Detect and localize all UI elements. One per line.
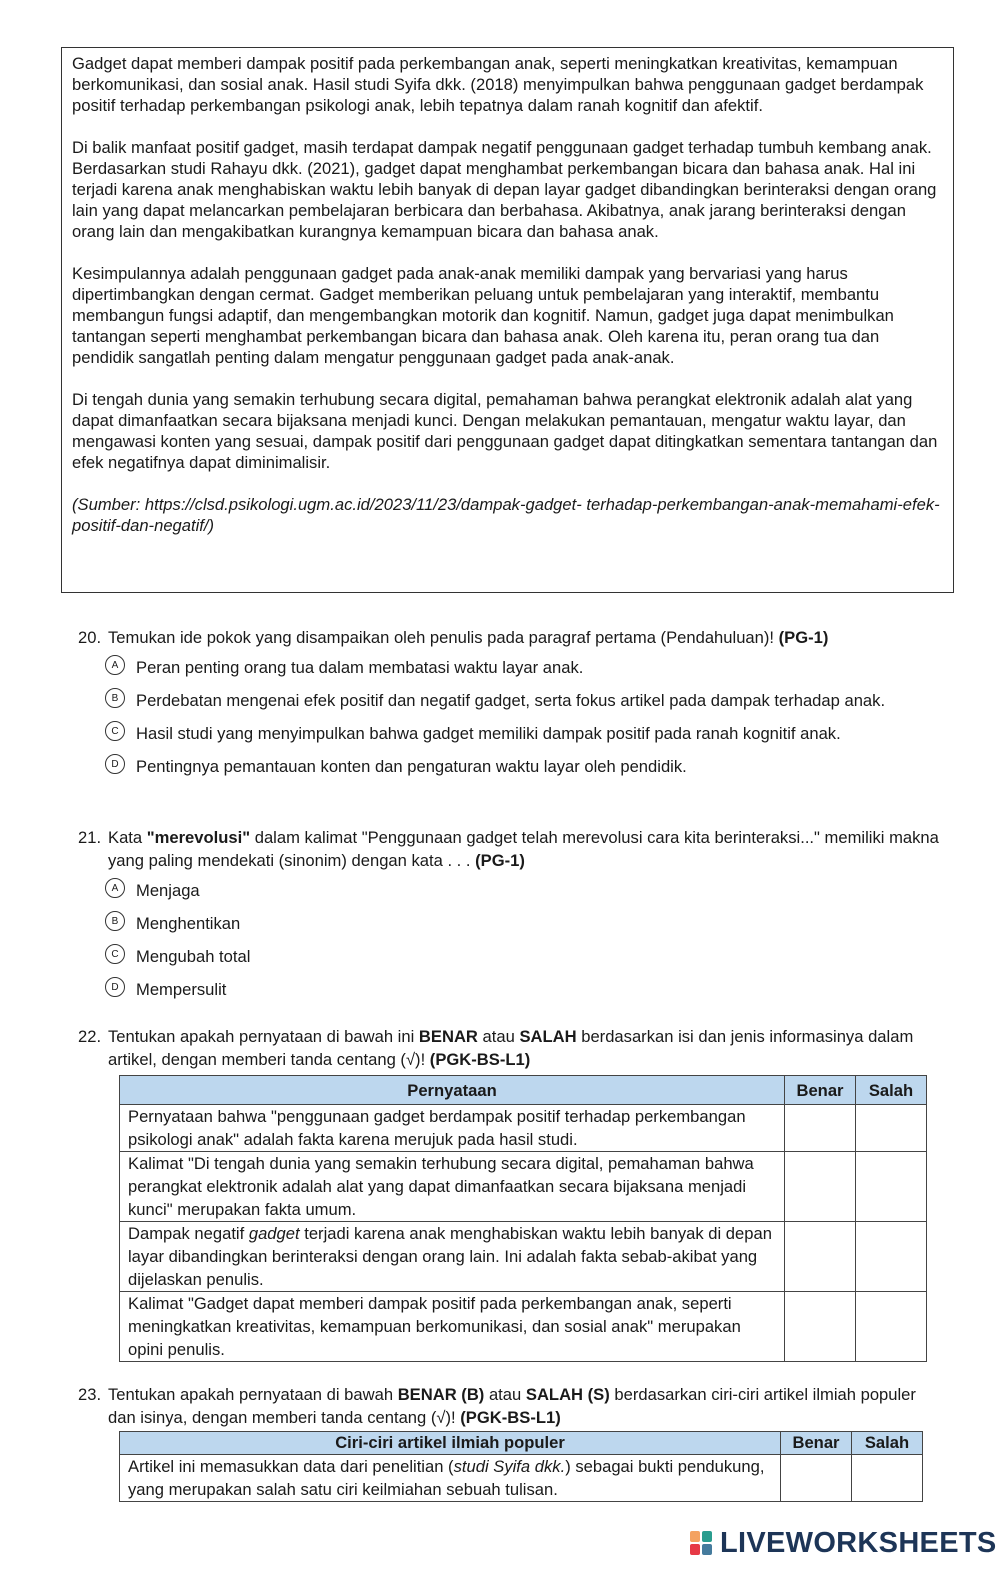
question-text-1: Tentukan apakah pernyataan di bawah: [108, 1385, 398, 1404]
false-checkbox[interactable]: [852, 1455, 923, 1502]
option-b[interactable]: [105, 911, 948, 936]
option-d-text: Mempersulit: [136, 980, 227, 999]
option-b[interactable]: [105, 688, 948, 713]
table-header-row: [120, 1076, 927, 1105]
statement-cell: Dampak negatif gadget terjadi karena anak menghabiskan waktu lebih banyak di depan layar dibandingkan berinteraksi dengan orang lain. Ini adalah fakta sebab-akibat yang dijelaskan penulis.: [120, 1222, 785, 1292]
header-false: Salah: [856, 1076, 927, 1105]
table-row: [120, 1222, 927, 1292]
reading-passage: [61, 47, 954, 593]
question-text-2: atau: [484, 1385, 526, 1404]
question-bold-true: BENAR (B): [397, 1385, 485, 1404]
true-checkbox[interactable]: [785, 1105, 856, 1152]
question-number: 23.: [78, 1385, 102, 1404]
passage-paragraph-2: Di balik manfaat positif gadget, masih terdapat dampak negatif penggunaan gadget terhadap tumbuh kembang anak. Berdasarkan studi Rahayu dkk. (2021), gadget dapat menghambat perkembangan bicara dan bahasa anak. Hal ini terjadi karena anak menghabiskan waktu lebih banyak di depan layar gadget dibandingkan berinteraksi dengan orang lain yang dapat melancarkan pembelajaran berbicara dan berbahasa. Akibatnya, anak jarang berinteraksi dengan orang lain dan mengakibatkan kurangnya kemampuan bicara dan bahasa anak.: [72, 138, 937, 241]
question-21: [78, 826, 948, 1010]
question-tag: (PGK-BS-L1): [429, 1050, 531, 1069]
header-statement: Ciri-ciri artikel ilmiah populer: [120, 1432, 781, 1455]
question-bold-false: SALAH: [519, 1027, 577, 1046]
question-23: [78, 1383, 948, 1502]
option-c-text: Hasil studi yang menyimpulkan bahwa gadget memiliki dampak positif pada ranah kognitif anak.: [136, 724, 841, 743]
question-20: [78, 626, 948, 787]
passage-paragraph-3: Kesimpulannya adalah penggunaan gadget pada anak-anak memiliki dampak yang bervariasi yang harus dipertimbangkan dengan cermat. Gadget memberikan peluang untuk pembelajaran yang interaktif, membantu membangun fungsi adaptif, dan mengembangkan motorik dan kognitif. Namun, gadget juga dapat menimbulkan tantangan seperti menghambat perkembangan bicara dan bahasa anak. Oleh karena itu, peran orang tua dan pendidik sangatlah penting dalam mengatur penggunaan gadget pada anak-anak.: [72, 264, 894, 367]
table-row: [120, 1455, 923, 1502]
option-a-radio[interactable]: A: [105, 878, 125, 898]
table-row: [120, 1105, 927, 1152]
question-text-1: Tentukan apakah pernyataan di bawah ini: [108, 1027, 419, 1046]
option-d-radio[interactable]: D: [105, 977, 125, 997]
option-c[interactable]: [105, 944, 948, 969]
header-statement: Pernyataan: [120, 1076, 785, 1105]
option-d-text: Pentingnya pemantauan konten dan pengaturan waktu layar oleh pendidik.: [136, 757, 687, 776]
option-c-text: Mengubah total: [136, 947, 251, 966]
option-a-radio[interactable]: A: [105, 655, 125, 675]
false-checkbox[interactable]: [856, 1222, 927, 1292]
question-text-pre: Kata: [108, 828, 147, 847]
question-text-post: dalam kalimat "Penggunaan gadget telah merevolusi cara kita berinteraksi..." memiliki makna yang paling mendekati (sinonim) dengan kata . . .: [108, 828, 939, 870]
question-number: 21.: [78, 828, 102, 847]
true-checkbox[interactable]: [785, 1292, 856, 1362]
option-b-text: Menghentikan: [136, 914, 241, 933]
statement-cell: Kalimat "Di tengah dunia yang semakin terhubung secara digital, pemahaman bahwa perangkat elektronik adalah alat yang dapat dimanfaatkan secara bijaksana menjadi kunci" merupakan fakta umum.: [120, 1152, 785, 1222]
options-list: [105, 878, 948, 1002]
table-row: [120, 1152, 927, 1222]
option-d[interactable]: [105, 754, 948, 779]
question-text-3: berdasarkan isi dan jenis informasinya dalam artikel, dengan memberi tanda centang (√)!: [108, 1027, 914, 1069]
option-a-text: Peran penting orang tua dalam membatasi waktu layar anak.: [136, 658, 584, 677]
question-bold-false: SALAH (S): [525, 1385, 610, 1404]
statement-cell: Artikel ini memasukkan data dari penelitian (studi Syifa dkk.) sebagai bukti pendukung, yang merupakan salah satu ciri keilmiahan sebuah tulisan.: [120, 1455, 781, 1502]
true-false-table: [119, 1431, 923, 1502]
options-list: [105, 655, 948, 779]
option-d-radio[interactable]: D: [105, 754, 125, 774]
question-number: 22.: [78, 1027, 102, 1046]
option-b-radio[interactable]: B: [105, 911, 125, 931]
statement-cell: Pernyataan bahwa "penggunaan gadget berdampak positif terhadap perkembangan psikologi anak" adalah fakta karena merujuk pada hasil studi.: [120, 1105, 785, 1152]
liveworksheets-logo-icon: [690, 1531, 714, 1557]
false-checkbox[interactable]: [856, 1152, 927, 1222]
passage-source: (Sumber: https://clsd.psikologi.ugm.ac.id/2023/11/23/dampak-gadget- terhadap-perkembangan-anak-memahami-efek-positif-dan-negatif/): [72, 495, 940, 535]
option-a[interactable]: [105, 878, 948, 903]
true-checkbox[interactable]: [785, 1222, 856, 1292]
false-checkbox[interactable]: [856, 1292, 927, 1362]
passage-paragraph-1: Gadget dapat memberi dampak positif pada perkembangan anak, seperti meningkatkan kreativitas, kemampuan berkomunikasi, dan sosial anak. Hasil studi Syifa dkk. (2018) menyimpulkan bahwa penggunaan gadget berdampak positif terhadap perkembangan psikologi anak, lebih tepatnya dalam ranah kognitif dan afektif.: [72, 54, 924, 115]
question-text-3: berdasarkan ciri-ciri artikel ilmiah populer dan isinya, dengan memberi tanda centang (√)!: [108, 1385, 916, 1427]
liveworksheets-logo: [690, 1527, 997, 1560]
true-checkbox[interactable]: [785, 1152, 856, 1222]
false-checkbox[interactable]: [856, 1105, 927, 1152]
statement-cell: Kalimat "Gadget dapat memberi dampak positif pada perkembangan anak, seperti meningkatkan kreativitas, kemampuan berkomunikasi, dan sosial anak" merupakan opini penulis.: [120, 1292, 785, 1362]
option-b-text: Perdebatan mengenai efek positif dan negatif gadget, serta fokus artikel pada dampak terhadap anak.: [136, 691, 886, 710]
option-a-text: Menjaga: [136, 881, 200, 900]
true-false-table: [119, 1075, 927, 1362]
header-true: Benar: [785, 1076, 856, 1105]
option-c[interactable]: [105, 721, 948, 746]
logo-text: LIVEWORKSHEETS: [720, 1527, 997, 1559]
option-c-radio[interactable]: C: [105, 944, 125, 964]
question-number: 20.: [78, 628, 102, 647]
question-tag: (PG-1): [475, 851, 525, 870]
option-a[interactable]: [105, 655, 948, 680]
question-tag: (PG-1): [778, 628, 829, 647]
option-b-radio[interactable]: B: [105, 688, 125, 708]
question-tag: (PGK-BS-L1): [460, 1408, 561, 1427]
option-d[interactable]: [105, 977, 948, 1002]
passage-paragraph-4: Di tengah dunia yang semakin terhubung secara digital, pemahaman bahwa perangkat elektronik adalah alat yang dapat dimanfaatkan secara bijaksana menjadi kunci. Dengan melakukan pemantauan, mengatur waktu layar, dan mengawasi konten yang sesuai, dampak positif dari penggunaan gadget dapat ditingkatkan sementara tantangan dan efek negatifnya dapat diminimalisir.: [72, 390, 938, 472]
question-22: [78, 1025, 948, 1362]
question-keyword: "merevolusi": [146, 828, 251, 847]
question-text-2: atau: [477, 1027, 520, 1046]
question-bold-true: BENAR: [418, 1027, 478, 1046]
table-row: [120, 1292, 927, 1362]
option-c-radio[interactable]: C: [105, 721, 125, 741]
true-checkbox[interactable]: [781, 1455, 852, 1502]
table-header-row: [120, 1432, 923, 1455]
header-true: Benar: [781, 1432, 852, 1455]
header-false: Salah: [852, 1432, 923, 1455]
question-text: Temukan ide pokok yang disampaikan oleh penulis pada paragraf pertama (Pendahuluan)!: [108, 628, 775, 647]
